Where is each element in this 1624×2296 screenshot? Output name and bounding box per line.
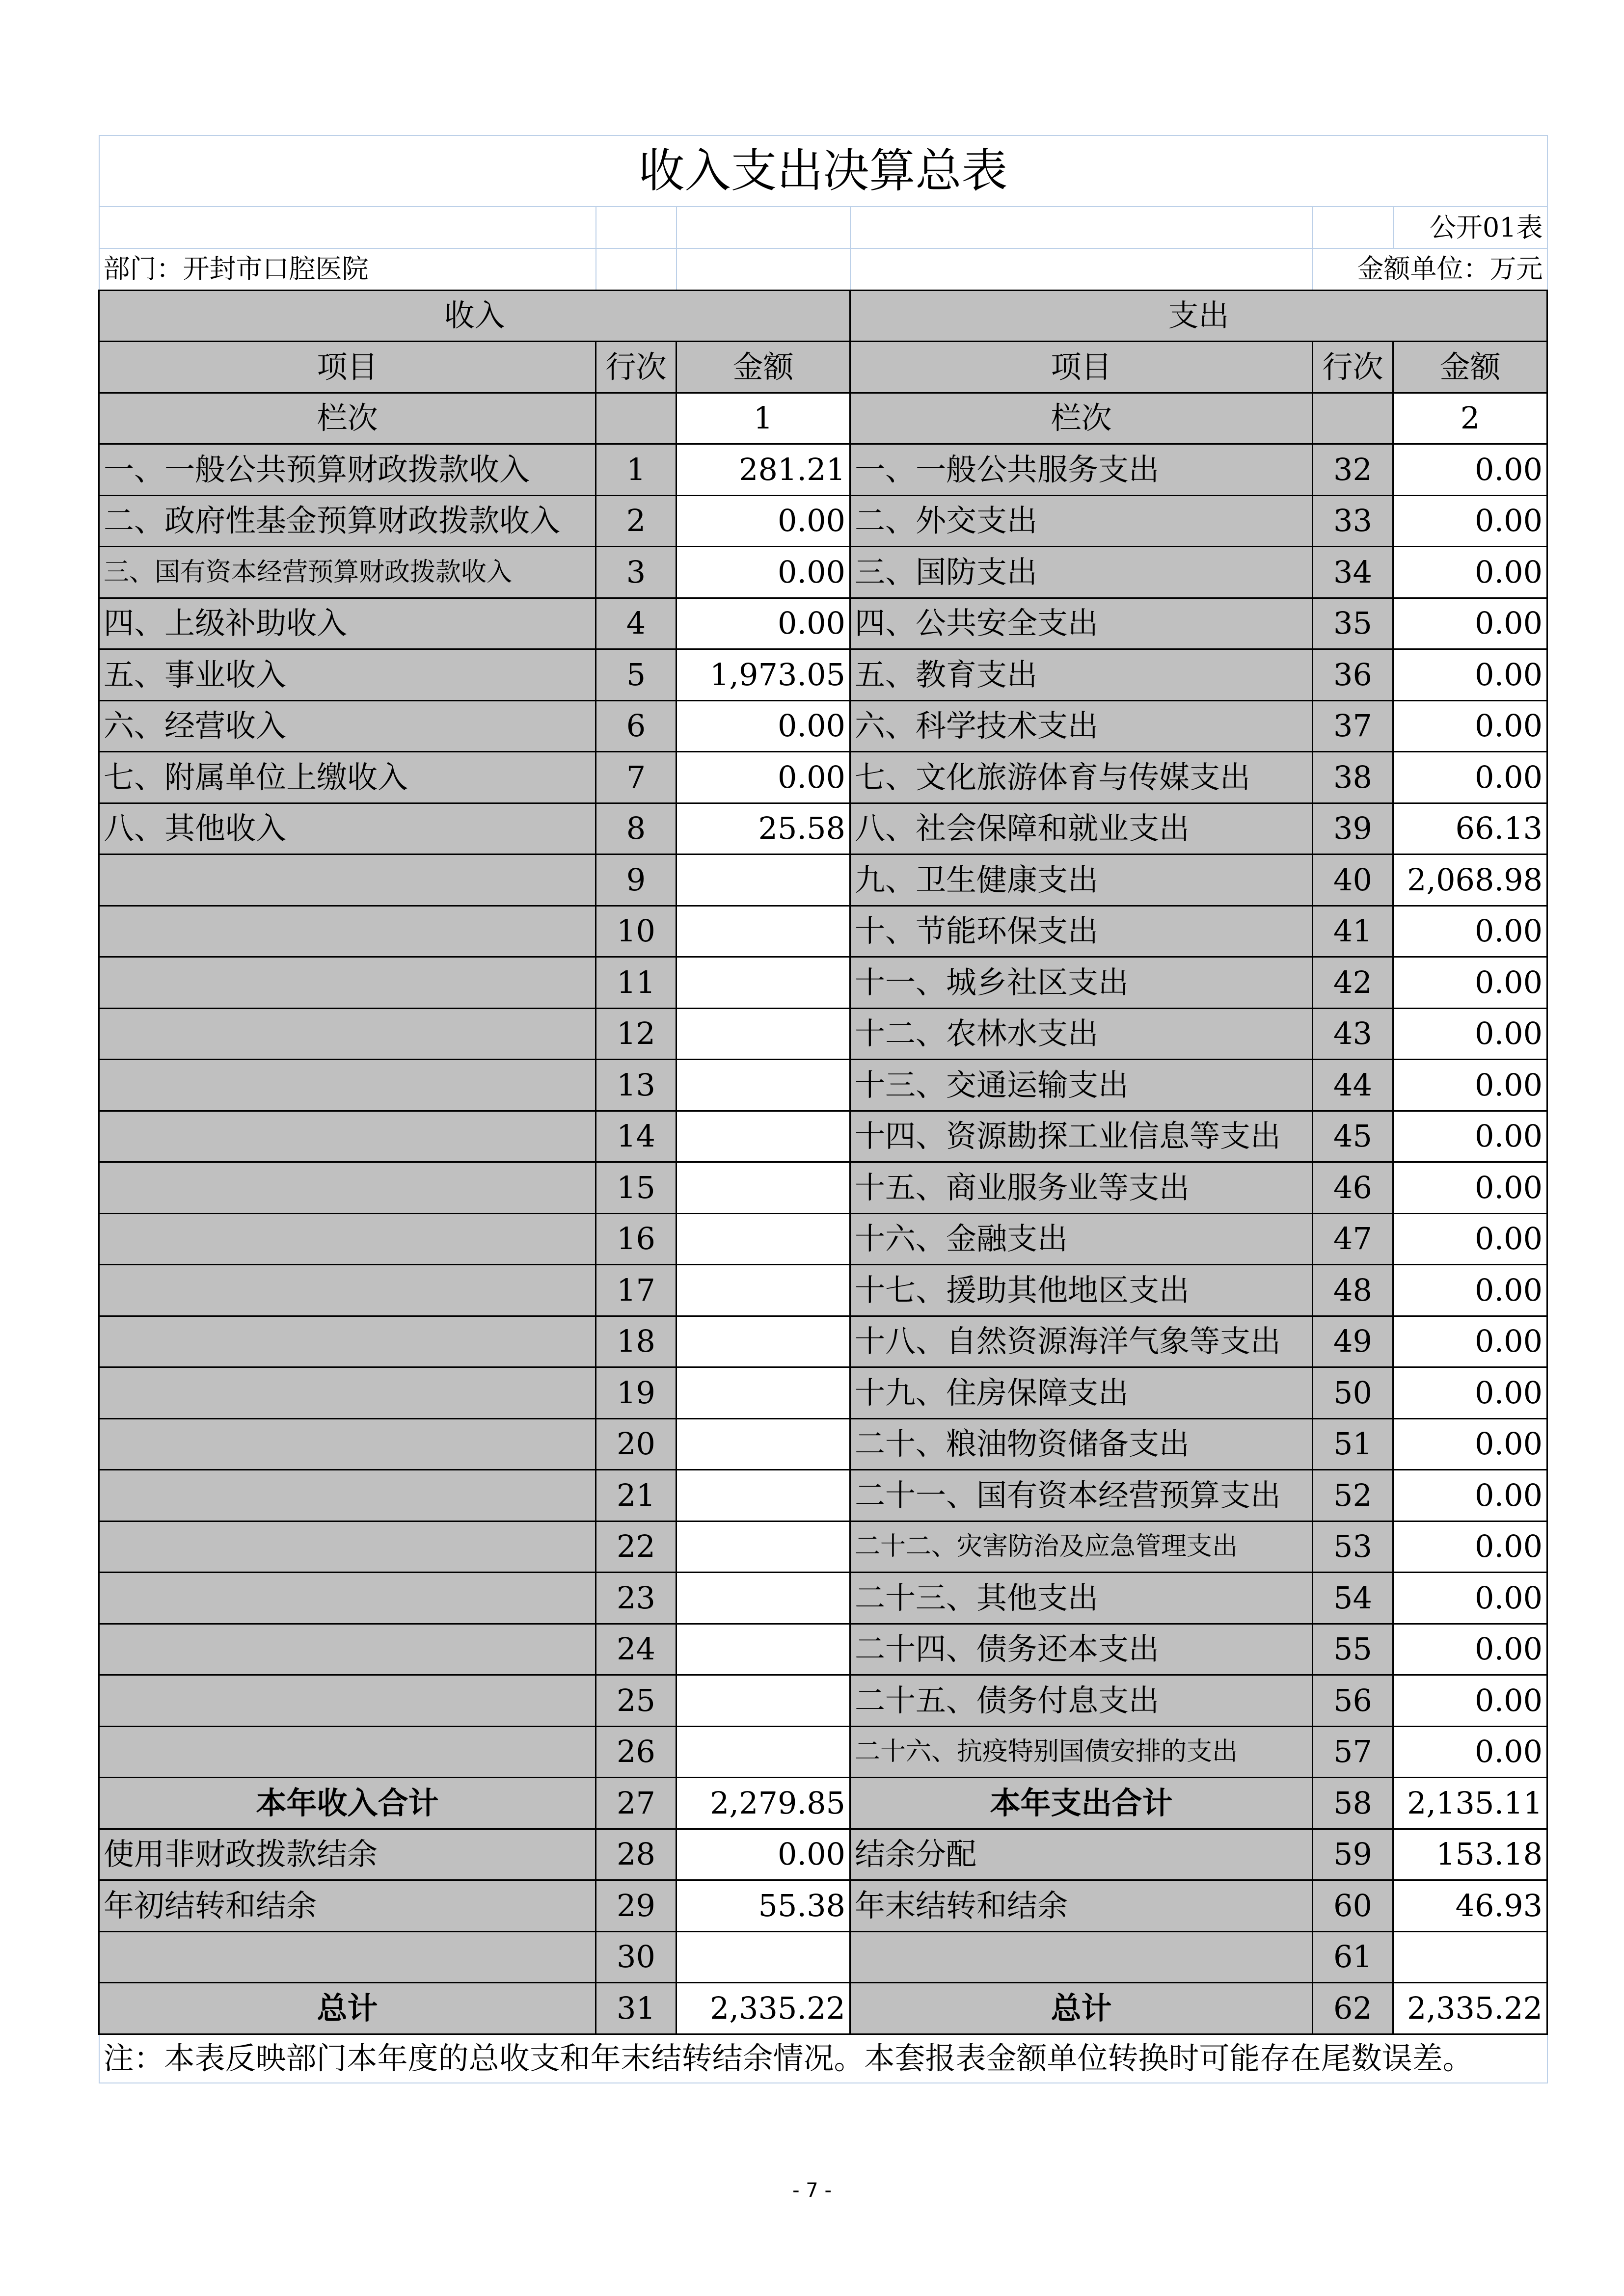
income-amount-cell — [677, 1162, 850, 1214]
expense-amount-cell: 2,068.98 — [1393, 854, 1547, 906]
income-column-label: 栏次 — [99, 393, 596, 444]
expense-amount-cell: 0.00 — [1393, 1316, 1547, 1367]
expense-item-cell: 结余分配 — [850, 1829, 1313, 1880]
table-row — [99, 1213, 1547, 1265]
income-item-cell: 二、政府性基金预算财政拨款收入 — [99, 495, 596, 547]
expense-amount-cell — [1393, 1931, 1547, 1983]
table-row — [99, 1675, 1547, 1727]
expense-rowno-cell: 62 — [1313, 1983, 1393, 2034]
table-row — [99, 854, 1547, 906]
income-amount-cell — [677, 1111, 850, 1162]
income-item-cell: 四、上级补助收入 — [99, 598, 596, 649]
income-rowno-cell: 13 — [596, 1060, 677, 1111]
income-item-cell: 六、经营收入 — [99, 700, 596, 752]
table-row — [99, 1983, 1547, 2034]
income-item-cell — [99, 1521, 596, 1573]
expense-item-cell: 二、外交支出 — [850, 495, 1313, 547]
table-row — [99, 1418, 1547, 1470]
expense-amount-cell: 0.00 — [1393, 444, 1547, 496]
expense-amount-cell: 0.00 — [1393, 1213, 1547, 1265]
expense-item-cell: 二十五、债务付息支出 — [850, 1675, 1313, 1727]
income-rowno-cell: 16 — [596, 1213, 677, 1265]
expense-item-cell: 二十、粮油物资储备支出 — [850, 1418, 1313, 1470]
income-rowno-cell: 30 — [596, 1931, 677, 1983]
expense-section-header: 支出 — [850, 290, 1547, 342]
income-rowno-cell: 7 — [596, 752, 677, 803]
income-item-cell: 八、其他收入 — [99, 803, 596, 854]
expense-rowno-cell: 57 — [1313, 1726, 1393, 1778]
expense-rowno-cell: 33 — [1313, 495, 1393, 547]
income-rowno-cell: 26 — [596, 1726, 677, 1778]
income-amount-header: 金额 — [677, 342, 850, 393]
table-row — [99, 1880, 1547, 1932]
income-rowno-cell: 8 — [596, 803, 677, 854]
income-item-cell: 总计 — [99, 1983, 596, 2034]
form-code: 公开01表 — [1393, 207, 1547, 248]
table-row — [99, 1060, 1547, 1111]
table-row — [99, 752, 1547, 803]
income-item-cell — [99, 906, 596, 957]
income-item-cell — [99, 1265, 596, 1316]
expense-rowno-cell: 55 — [1313, 1624, 1393, 1675]
footnote: 注：本表反映部门本年度的总收支和年末结转结余情况。本套报表金额单位转换时可能存在尾数误差。 — [99, 2034, 1547, 2083]
income-item-cell: 七、附属单位上缴收入 — [99, 752, 596, 803]
income-rowno-cell: 4 — [596, 598, 677, 649]
income-item-cell — [99, 1367, 596, 1419]
income-item-cell: 使用非财政拨款结余 — [99, 1829, 596, 1880]
expense-amount-cell: 0.00 — [1393, 649, 1547, 701]
income-item-cell — [99, 1111, 596, 1162]
expense-item-cell: 十三、交通运输支出 — [850, 1060, 1313, 1111]
table-row — [99, 1778, 1547, 1829]
income-rowno-cell: 12 — [596, 1008, 677, 1060]
income-amount-cell — [677, 906, 850, 957]
income-item-cell — [99, 1624, 596, 1675]
income-amount-cell: 1,973.05 — [677, 649, 850, 701]
income-amount-cell — [677, 854, 850, 906]
expense-rowno-cell: 44 — [1313, 1060, 1393, 1111]
expense-column-number: 2 — [1393, 393, 1547, 444]
income-amount-cell: 281.21 — [677, 444, 850, 496]
income-rowno-cell: 14 — [596, 1111, 677, 1162]
table-row — [99, 495, 1547, 547]
expense-rowno-cell: 49 — [1313, 1316, 1393, 1367]
expense-rowno-cell: 45 — [1313, 1111, 1393, 1162]
expense-amount-cell: 0.00 — [1393, 1111, 1547, 1162]
expense-item-cell: 十六、金融支出 — [850, 1213, 1313, 1265]
expense-amount-cell: 0.00 — [1393, 752, 1547, 803]
income-amount-cell — [677, 1316, 850, 1367]
income-item-cell — [99, 1008, 596, 1060]
expense-rowno-cell: 40 — [1313, 854, 1393, 906]
expense-amount-cell: 0.00 — [1393, 1624, 1547, 1675]
income-rowno-cell: 5 — [596, 649, 677, 701]
income-rowno-cell: 22 — [596, 1521, 677, 1573]
income-amount-cell — [677, 1265, 850, 1316]
expense-item-cell: 六、科学技术支出 — [850, 700, 1313, 752]
income-item-cell — [99, 1726, 596, 1778]
expense-rowno-cell: 39 — [1313, 803, 1393, 854]
expense-item-cell: 总计 — [850, 1983, 1313, 2034]
expense-item-cell: 十八、自然资源海洋气象等支出 — [850, 1316, 1313, 1367]
expense-rowno-cell: 47 — [1313, 1213, 1393, 1265]
expense-item-cell: 七、文化旅游体育与传媒支出 — [850, 752, 1313, 803]
expense-rowno-cell: 52 — [1313, 1470, 1393, 1522]
table-row — [99, 906, 1547, 957]
table-row — [99, 1726, 1547, 1778]
expense-item-cell: 十七、援助其他地区支出 — [850, 1265, 1313, 1316]
expense-amount-cell: 46.93 — [1393, 1880, 1547, 1932]
expense-rowno-cell: 32 — [1313, 444, 1393, 496]
expense-column-label: 栏次 — [850, 393, 1313, 444]
expense-amount-cell: 0.00 — [1393, 1008, 1547, 1060]
expense-amount-cell: 0.00 — [1393, 1470, 1547, 1522]
expense-amount-cell: 0.00 — [1393, 1573, 1547, 1624]
expense-item-cell: 十二、农林水支出 — [850, 1008, 1313, 1060]
income-item-cell: 三、国有资本经营预算财政拨款收入 — [99, 547, 596, 598]
expense-item-header: 项目 — [850, 342, 1313, 393]
table-row — [99, 649, 1547, 701]
income-amount-cell: 0.00 — [677, 547, 850, 598]
income-amount-cell — [677, 1213, 850, 1265]
income-rowno-cell: 25 — [596, 1675, 677, 1727]
expense-amount-cell: 0.00 — [1393, 495, 1547, 547]
expense-rowno-cell: 42 — [1313, 957, 1393, 1009]
income-amount-cell — [677, 1060, 850, 1111]
income-rowno-cell: 24 — [596, 1624, 677, 1675]
income-item-cell — [99, 1470, 596, 1522]
expense-item-cell: 二十三、其他支出 — [850, 1573, 1313, 1624]
income-rowno-cell: 28 — [596, 1829, 677, 1880]
table-row — [99, 1316, 1547, 1367]
income-rowno-cell: 31 — [596, 1983, 677, 2034]
income-item-cell: 本年收入合计 — [99, 1778, 596, 1829]
table-row — [99, 1931, 1547, 1983]
income-amount-cell: 55.38 — [677, 1880, 850, 1932]
income-amount-cell: 0.00 — [677, 598, 850, 649]
expense-rowno-cell: 36 — [1313, 649, 1393, 701]
income-amount-cell — [677, 1931, 850, 1983]
expense-item-cell: 二十六、抗疫特别国债安排的支出 — [850, 1726, 1313, 1778]
income-rowno-cell: 21 — [596, 1470, 677, 1522]
expense-amount-cell: 0.00 — [1393, 957, 1547, 1009]
income-amount-cell — [677, 1624, 850, 1675]
income-amount-cell: 0.00 — [677, 495, 850, 547]
income-rowno-header: 行次 — [596, 342, 677, 393]
income-rowno-cell: 17 — [596, 1265, 677, 1316]
income-rowno-cell: 3 — [596, 547, 677, 598]
income-rowno-cell: 19 — [596, 1367, 677, 1419]
expense-amount-cell: 0.00 — [1393, 1675, 1547, 1727]
income-item-cell: 年初结转和结余 — [99, 1880, 596, 1932]
expense-item-cell: 十四、资源勘探工业信息等支出 — [850, 1111, 1313, 1162]
table-row — [99, 1521, 1547, 1573]
expense-amount-cell: 2,335.22 — [1393, 1983, 1547, 2034]
income-item-cell — [99, 854, 596, 906]
expense-item-cell: 十一、城乡社区支出 — [850, 957, 1313, 1009]
income-rowno-cell: 10 — [596, 906, 677, 957]
income-amount-cell: 25.58 — [677, 803, 850, 854]
expense-amount-cell: 153.18 — [1393, 1829, 1547, 1880]
income-amount-cell — [677, 1726, 850, 1778]
income-item-cell — [99, 1418, 596, 1470]
income-item-cell — [99, 1213, 596, 1265]
expense-rowno-cell: 61 — [1313, 1931, 1393, 1983]
income-amount-cell — [677, 1675, 850, 1727]
table-row — [99, 803, 1547, 854]
income-rowno-cell: 27 — [596, 1778, 677, 1829]
expense-item-cell: 一、一般公共服务支出 — [850, 444, 1313, 496]
expense-amount-cell: 0.00 — [1393, 1162, 1547, 1214]
income-amount-cell — [677, 1573, 850, 1624]
expense-amount-cell: 0.00 — [1393, 1521, 1547, 1573]
income-amount-cell: 2,279.85 — [677, 1778, 850, 1829]
table-row — [99, 1470, 1547, 1522]
table-row — [99, 1162, 1547, 1214]
page-title: 收入支出决算总表 — [99, 135, 1547, 207]
expense-rowno-cell: 35 — [1313, 598, 1393, 649]
expense-amount-cell: 0.00 — [1393, 906, 1547, 957]
expense-item-cell: 三、国防支出 — [850, 547, 1313, 598]
expense-rowno-cell: 53 — [1313, 1521, 1393, 1573]
unit-label: 金额单位：万元 — [1313, 248, 1547, 290]
expense-rowno-cell: 50 — [1313, 1367, 1393, 1419]
expense-item-cell: 五、教育支出 — [850, 649, 1313, 701]
expense-item-cell: 二十二、灾害防治及应急管理支出 — [850, 1521, 1313, 1573]
expense-rowno-cell: 48 — [1313, 1265, 1393, 1316]
expense-amount-cell: 0.00 — [1393, 1060, 1547, 1111]
income-amount-cell: 0.00 — [677, 700, 850, 752]
table-row — [99, 1265, 1547, 1316]
income-rowno-cell: 29 — [596, 1880, 677, 1932]
expense-item-cell: 二十一、国有资本经营预算支出 — [850, 1470, 1313, 1522]
income-amount-cell — [677, 1008, 850, 1060]
department-label: 部门：开封市口腔医院 — [99, 248, 596, 290]
expense-rowno-cell: 59 — [1313, 1829, 1393, 1880]
income-amount-cell — [677, 1521, 850, 1573]
income-item-header: 项目 — [99, 342, 596, 393]
income-amount-cell: 0.00 — [677, 752, 850, 803]
income-amount-cell — [677, 957, 850, 1009]
table-row — [99, 547, 1547, 598]
table-row — [99, 700, 1547, 752]
table-row — [99, 444, 1547, 496]
income-item-cell — [99, 957, 596, 1009]
expense-item-cell: 十、节能环保支出 — [850, 906, 1313, 957]
expense-amount-cell: 0.00 — [1393, 700, 1547, 752]
expense-item-cell: 年末结转和结余 — [850, 1880, 1313, 1932]
expense-rowno-cell: 43 — [1313, 1008, 1393, 1060]
expense-rowno-header: 行次 — [1313, 342, 1393, 393]
income-amount-cell: 2,335.22 — [677, 1983, 850, 2034]
income-rowno-cell: 23 — [596, 1573, 677, 1624]
expense-rowno-cell: 58 — [1313, 1778, 1393, 1829]
report-sheet — [98, 135, 1546, 2083]
expense-amount-header: 金额 — [1393, 342, 1547, 393]
table-row — [99, 598, 1547, 649]
income-item-cell — [99, 1675, 596, 1727]
table-row — [99, 1624, 1547, 1675]
income-amount-cell — [677, 1470, 850, 1522]
income-section-header: 收入 — [99, 290, 850, 342]
income-item-cell — [99, 1060, 596, 1111]
income-rowno-cell: 20 — [596, 1418, 677, 1470]
expense-rowno-cell: 37 — [1313, 700, 1393, 752]
page-number: - 7 - — [792, 2179, 832, 2202]
expense-item-cell: 二十四、债务还本支出 — [850, 1624, 1313, 1675]
expense-rowno-cell: 60 — [1313, 1880, 1393, 1932]
income-item-cell — [99, 1573, 596, 1624]
table-row — [99, 1367, 1547, 1419]
expense-item-cell: 九、卫生健康支出 — [850, 854, 1313, 906]
expense-amount-cell: 0.00 — [1393, 598, 1547, 649]
expense-rowno-cell: 51 — [1313, 1418, 1393, 1470]
income-item-cell — [99, 1316, 596, 1367]
expense-amount-cell: 0.00 — [1393, 1418, 1547, 1470]
expense-rowno-cell: 41 — [1313, 906, 1393, 957]
table-row — [99, 1111, 1547, 1162]
expense-item-cell: 十五、商业服务业等支出 — [850, 1162, 1313, 1214]
expense-amount-cell: 0.00 — [1393, 1367, 1547, 1419]
income-item-cell — [99, 1162, 596, 1214]
expense-rowno-cell: 56 — [1313, 1675, 1393, 1727]
table-row — [99, 1008, 1547, 1060]
table-row — [99, 957, 1547, 1009]
income-item-cell — [99, 1931, 596, 1983]
table-row — [99, 1829, 1547, 1880]
income-amount-cell: 0.00 — [677, 1829, 850, 1880]
income-amount-cell — [677, 1367, 850, 1419]
income-rowno-cell: 11 — [596, 957, 677, 1009]
expense-item-cell: 八、社会保障和就业支出 — [850, 803, 1313, 854]
expense-amount-cell: 2,135.11 — [1393, 1778, 1547, 1829]
income-item-cell: 五、事业收入 — [99, 649, 596, 701]
income-rowno-cell: 18 — [596, 1316, 677, 1367]
expense-item-cell: 十九、住房保障支出 — [850, 1367, 1313, 1419]
expense-rowno-cell: 38 — [1313, 752, 1393, 803]
expense-amount-cell: 0.00 — [1393, 1265, 1547, 1316]
income-rowno-cell: 15 — [596, 1162, 677, 1214]
expense-rowno-cell: 54 — [1313, 1573, 1393, 1624]
income-amount-cell — [677, 1418, 850, 1470]
expense-rowno-cell: 46 — [1313, 1162, 1393, 1214]
expense-amount-cell: 66.13 — [1393, 803, 1547, 854]
income-item-cell: 一、一般公共预算财政拨款收入 — [99, 444, 596, 496]
expense-rowno-cell: 34 — [1313, 547, 1393, 598]
expense-amount-cell: 0.00 — [1393, 1726, 1547, 1778]
expense-item-cell: 四、公共安全支出 — [850, 598, 1313, 649]
income-rowno-cell: 9 — [596, 854, 677, 906]
income-column-number: 1 — [677, 393, 850, 444]
expense-amount-cell: 0.00 — [1393, 547, 1547, 598]
table-row — [99, 1573, 1547, 1624]
income-rowno-cell: 6 — [596, 700, 677, 752]
income-expense-table — [98, 135, 1548, 2083]
income-rowno-cell: 2 — [596, 495, 677, 547]
expense-item-cell — [850, 1931, 1313, 1983]
income-rowno-cell: 1 — [596, 444, 677, 496]
expense-item-cell: 本年支出合计 — [850, 1778, 1313, 1829]
